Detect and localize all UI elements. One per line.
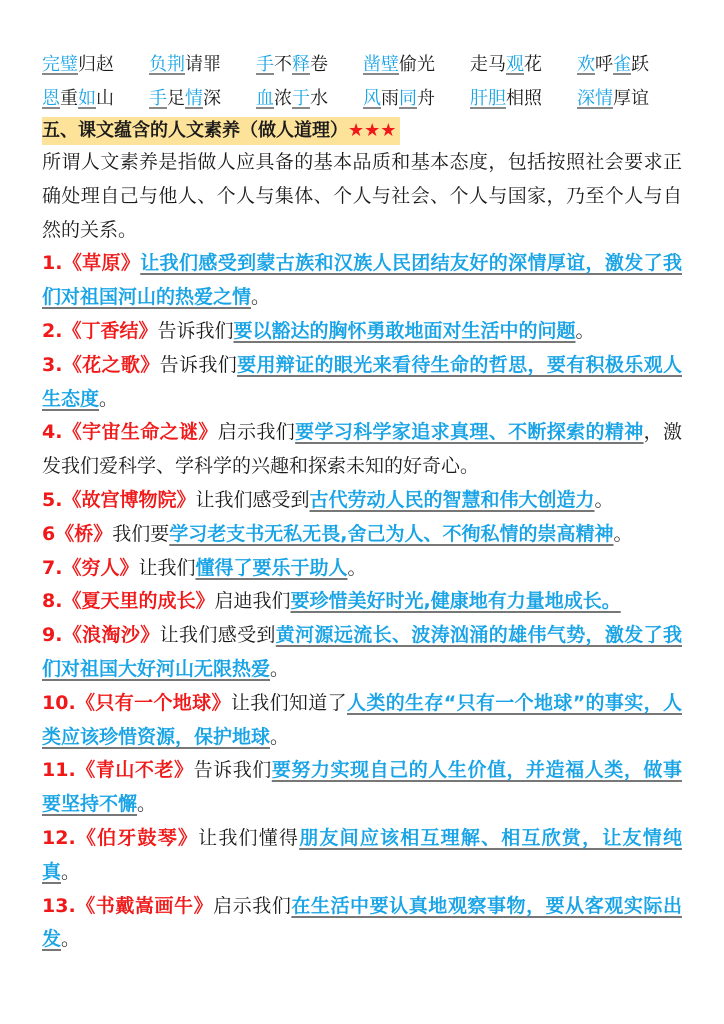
idiom <box>577 50 684 76</box>
lesson-body: 要学习科学家追求真理、不断探索的精神 <box>295 421 644 444</box>
lesson-item <box>42 585 682 619</box>
idiom <box>363 50 470 76</box>
lesson-num: 3. <box>42 353 63 376</box>
lesson-num: 1. <box>42 252 63 275</box>
lesson-verb: 告诉我们 <box>159 353 238 376</box>
idiom <box>363 84 470 110</box>
idiom-char: 呼 <box>595 54 613 75</box>
lesson-title: 《书戴嵩画牛》 <box>75 894 214 917</box>
lesson-title: 《青山不老》 <box>75 759 194 782</box>
lesson-verb: 启迪我们 <box>214 590 291 613</box>
lesson-item <box>42 315 682 349</box>
idiom-char: 跃 <box>631 54 649 75</box>
lesson-title: 《只有一个地球》 <box>75 691 231 714</box>
idiom <box>256 50 363 76</box>
idiom-key-char: 手 <box>256 54 274 75</box>
star-rating-icon: ★★★ <box>348 120 397 141</box>
lesson-tail: 。 <box>575 319 595 342</box>
idiom-key-char: 深情 <box>577 88 613 109</box>
idiom-char: 深 <box>203 88 221 109</box>
lesson-tail: ，激发我们爱科学、学科学的兴趣和探索未知的好奇心。 <box>42 421 682 478</box>
lesson-verb: 我们要 <box>112 522 170 545</box>
idiom <box>42 84 149 110</box>
lesson-num: 10. <box>42 691 76 714</box>
lesson-tail: 。 <box>99 387 119 410</box>
idiom-grid <box>42 46 702 114</box>
idiom-key-char: 释 <box>292 54 310 75</box>
idiom-char: 山 <box>96 88 114 109</box>
idiom-row <box>42 80 702 114</box>
lesson-verb: 告诉我们 <box>193 759 272 782</box>
lesson-title: 《穷人》 <box>62 556 139 579</box>
idiom <box>470 50 577 76</box>
lesson-title: 《浪淘沙》 <box>62 624 160 647</box>
lesson-title: 《花之歌》 <box>62 353 160 376</box>
idiom-key-char: 欢 <box>577 54 595 75</box>
idiom-key-char: 肝胆 <box>470 88 506 109</box>
lesson-body: 要珍惜美好时光,健康地有力量地成长。 <box>290 590 621 613</box>
lesson-num: 12. <box>42 826 76 849</box>
lesson-verb: 告诉我们 <box>157 319 234 342</box>
lesson-verb: 让我们懂得 <box>198 826 300 849</box>
lesson-item <box>42 247 682 315</box>
lesson-list <box>42 247 682 957</box>
lesson-item <box>42 619 682 687</box>
lesson-body: 古代劳动人民的智慧和伟大创造力 <box>309 488 595 511</box>
idiom-char: 请罪 <box>185 54 221 75</box>
idiom <box>256 84 363 110</box>
lesson-title: 《故宫博物院》 <box>62 488 196 511</box>
idiom <box>149 84 256 110</box>
lesson-body: 朋友间应该相互理解、相互欣赏，让友情纯真 <box>42 826 682 883</box>
lesson-item <box>42 484 682 518</box>
lesson-item <box>42 822 682 890</box>
idiom-key-char: 情 <box>185 88 203 109</box>
lesson-tail: 。 <box>137 793 157 816</box>
idiom-char: 水 <box>310 88 328 109</box>
idiom-char: 走马 <box>470 54 506 75</box>
lesson-body: 懂得了要乐于助人 <box>195 556 348 579</box>
idiom-key-char: 同 <box>399 88 417 109</box>
idiom-char: 归赵 <box>78 54 114 75</box>
lesson-num: 9. <box>42 624 63 647</box>
idiom-char: 雨 <box>381 88 399 109</box>
lesson-body: 在生活中要认真地观察事物，要从客观实际出发 <box>42 894 682 951</box>
lesson-tail: 。 <box>270 657 290 680</box>
lesson-verb: 让我们感受到 <box>195 488 310 511</box>
idiom-key-char: 凿壁 <box>363 54 399 75</box>
idiom-char: 卷 <box>310 54 328 75</box>
idiom-char: 偷光 <box>399 54 435 75</box>
lesson-title: 《伯牙鼓琴》 <box>75 826 199 849</box>
lesson-verb: 启示我们 <box>213 894 292 917</box>
section-title-text: 五、课文蕴含的人文素养（做人道理） <box>42 120 348 141</box>
lesson-item <box>42 349 682 417</box>
idiom-char: 花 <box>524 54 542 75</box>
idiom-key-char: 于 <box>292 88 310 109</box>
content <box>42 146 682 957</box>
lesson-verb: 让我们 <box>138 556 196 579</box>
lesson-num: 6 <box>42 522 56 545</box>
lesson-tail: 。 <box>594 488 614 511</box>
idiom-row <box>42 46 702 80</box>
lesson-num: 8. <box>42 590 63 613</box>
lesson-body: 让我们感受到蒙古族和汉族人民团结友好的深情厚谊，激发了我们对祖国河山的热爱之情 <box>42 252 682 309</box>
idiom-key-char: 观 <box>506 54 524 75</box>
idiom-key-char: 恩 <box>42 88 60 109</box>
lesson-title: 《宇宙生命之谜》 <box>62 421 218 444</box>
idiom-char: 浓 <box>274 88 292 109</box>
lesson-body: 要以豁达的胸怀勇敢地面对生活中的问题 <box>233 319 576 342</box>
lesson-body: 要用辩证的眼光来看待生命的哲思，要有积极乐观人生态度 <box>42 353 682 410</box>
lesson-body: 要努力实现自己的人生价值，并造福人类，做事要坚持不懈 <box>42 759 682 816</box>
lesson-body: 黄河源远流长、波涛汹涌的雄伟气势，激发了我们对祖国大好河山无限热爱 <box>42 624 682 680</box>
lesson-title: 《桥》 <box>55 522 113 545</box>
lesson-item <box>42 552 682 586</box>
lesson-item <box>42 518 682 552</box>
lesson-title: 《丁香结》 <box>62 319 158 342</box>
idiom-key-char: 负荆 <box>149 54 185 75</box>
idiom <box>470 84 577 110</box>
lesson-item <box>42 687 682 755</box>
idiom-key-char: 完璧 <box>42 54 78 75</box>
lesson-num: 11. <box>42 759 76 782</box>
lesson-tail: 。 <box>61 928 81 951</box>
lesson-tail: 。 <box>347 556 367 579</box>
idiom-key-char: 如 <box>78 88 96 109</box>
lesson-title: 《草原》 <box>62 252 141 275</box>
idiom-key-char: 血 <box>256 88 274 109</box>
lesson-item <box>42 416 682 484</box>
idiom <box>577 84 684 110</box>
idiom-char: 不 <box>274 54 292 75</box>
idiom-key-char: 雀 <box>613 54 631 75</box>
idiom <box>42 50 149 76</box>
intro-paragraph: 所谓人文素养是指做人应具备的基本品质和基本态度，包括按照社会要求正确处理自己与他人、个人与集体、个人与社会、个人与国家，乃至个人与自然的关系。 <box>42 151 682 241</box>
idiom-key-char: 手 <box>149 88 167 109</box>
lesson-num: 7. <box>42 556 63 579</box>
lesson-num: 2. <box>42 319 63 342</box>
lesson-body: 人类的生存“只有一个地球”的事实，人类应该珍惜资源，保护地球 <box>42 691 682 748</box>
lesson-num: 13. <box>42 894 76 917</box>
lesson-verb: 让我们知道了 <box>230 691 347 714</box>
lesson-tail: 。 <box>270 725 290 748</box>
idiom-char: 重 <box>60 88 78 109</box>
idiom-char: 足 <box>167 88 185 109</box>
lesson-title: 《夏天里的成长》 <box>62 590 215 613</box>
lesson-num: 4. <box>42 421 63 444</box>
lesson-tail: 。 <box>613 522 633 545</box>
idiom-key-char: 风 <box>363 88 381 109</box>
idiom-char: 舟 <box>417 88 435 109</box>
lesson-verb: 让我们感受到 <box>159 624 276 647</box>
idiom <box>149 50 256 76</box>
lesson-num: 5. <box>42 488 63 511</box>
lesson-body: 学习老支书无私无畏,舍己为人、不徇私情的崇高精神 <box>169 522 614 545</box>
idiom-char: 厚谊 <box>613 88 649 109</box>
idiom-char: 相照 <box>506 88 542 109</box>
section-heading <box>42 117 400 145</box>
lesson-verb: 启示我们 <box>217 421 296 444</box>
lesson-item <box>42 890 682 958</box>
lesson-tail: 。 <box>251 286 271 309</box>
lesson-tail: 。 <box>61 860 81 883</box>
lesson-item <box>42 754 682 822</box>
